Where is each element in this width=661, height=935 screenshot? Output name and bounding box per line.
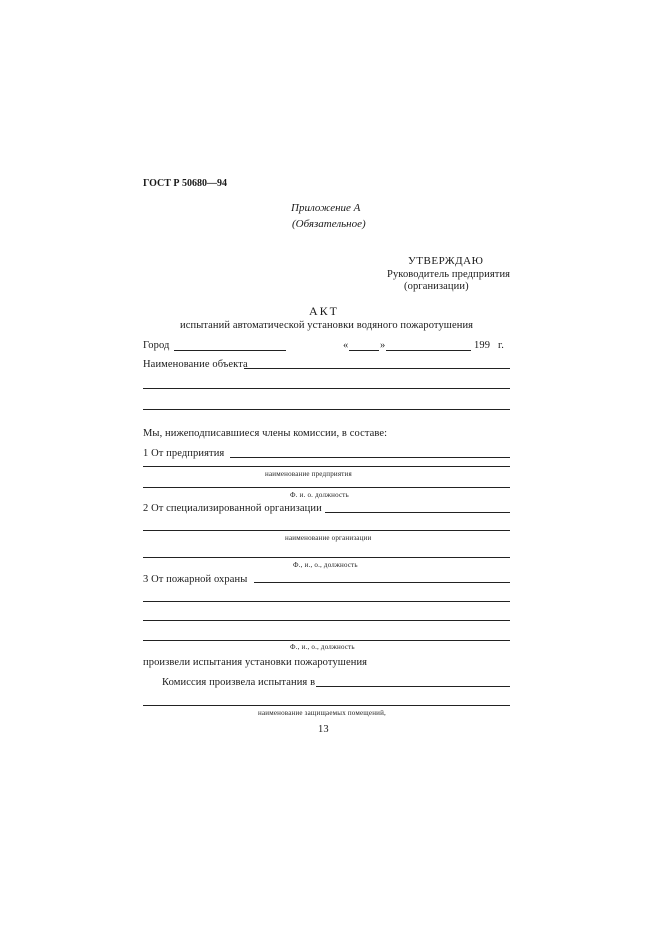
- enterprise-fio-line[interactable]: [143, 487, 510, 488]
- approval-organization: (организации): [404, 281, 469, 292]
- object-name-label: Наименование объекта: [143, 359, 248, 370]
- city-field-line[interactable]: [174, 350, 286, 351]
- date-open-quote: «: [343, 340, 349, 351]
- org-fio-caption: Ф., и., о., должность: [293, 561, 358, 569]
- tested-in-field-line[interactable]: [316, 686, 510, 687]
- year-prefix: 199: [474, 340, 491, 351]
- fire-guard-fio-line[interactable]: [143, 640, 510, 641]
- specialized-org-field-line[interactable]: [325, 512, 510, 513]
- enterprise-name-caption: наименование предприятия: [265, 470, 352, 478]
- object-name-field-line-3[interactable]: [143, 409, 510, 410]
- month-field-line[interactable]: [386, 350, 471, 351]
- protected-premises-caption: наименование защищаемых помещений,: [258, 709, 386, 717]
- org-name-caption: наименование организации: [285, 534, 372, 542]
- from-fire-guard-label: 3 От пожарной охраны: [143, 574, 248, 585]
- appendix-title: Приложение А: [291, 202, 361, 214]
- approval-title: УТВЕРЖДАЮ: [408, 255, 484, 267]
- date-close-quote: »: [380, 340, 386, 351]
- fire-guard-field-line-2[interactable]: [143, 601, 510, 602]
- fire-guard-fio-caption: Ф., и., о., должность: [290, 643, 355, 651]
- fire-guard-field-line-3[interactable]: [143, 620, 510, 621]
- enterprise-fio-caption: Ф. и. о. должность: [290, 491, 349, 499]
- org-name-line[interactable]: [143, 530, 510, 531]
- day-field-line[interactable]: [349, 350, 379, 351]
- protected-premises-line[interactable]: [143, 705, 510, 706]
- approval-head-title: Руководитель предприятия: [387, 269, 511, 280]
- page-number: 13: [318, 724, 329, 735]
- enterprise-field-line[interactable]: [230, 457, 510, 458]
- org-fio-line[interactable]: [143, 557, 510, 558]
- year-unit: г.: [498, 340, 504, 351]
- members-intro: Мы, нижеподписавшиеся члены комиссии, в составе:: [143, 428, 388, 439]
- standard-code: ГОСТ Р 50680—94: [143, 178, 228, 189]
- act-title: АКТ: [309, 304, 339, 318]
- act-subtitle: испытаний автоматической установки водяного пожаротушения: [180, 320, 474, 331]
- commission-tested-in-label: Комиссия произвела испытания в: [162, 677, 316, 688]
- object-name-field-line[interactable]: [244, 368, 510, 369]
- object-name-field-line-2[interactable]: [143, 388, 510, 389]
- conducted-tests-text: произвели испытания установки пожаротушения: [143, 657, 368, 668]
- fire-guard-field-line[interactable]: [254, 582, 510, 583]
- from-specialized-org-label: 2 От специализированной организации: [143, 503, 322, 514]
- enterprise-name-line[interactable]: [143, 466, 510, 467]
- city-label: Город: [143, 340, 170, 351]
- appendix-status: (Обязательное): [292, 218, 366, 230]
- from-enterprise-label: 1 От предприятия: [143, 448, 225, 459]
